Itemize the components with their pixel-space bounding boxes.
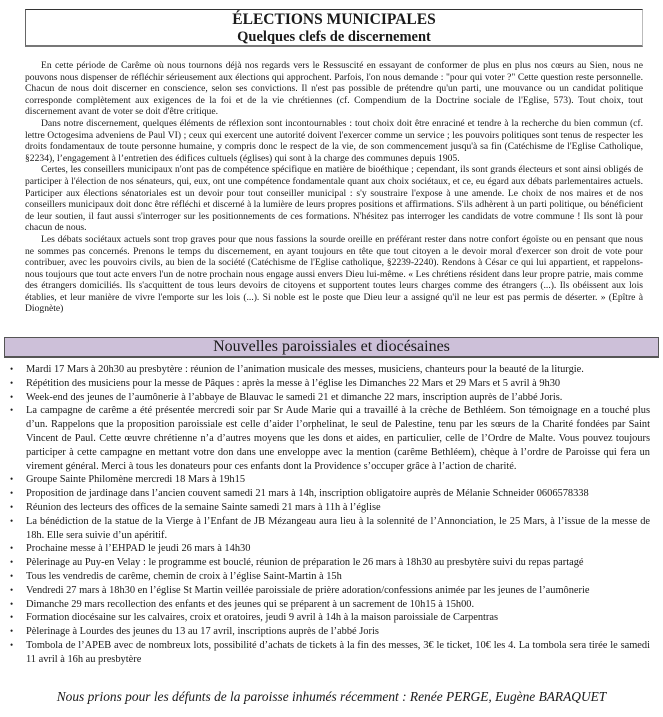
news-item xyxy=(7,487,650,501)
news-item xyxy=(7,473,650,487)
news-item xyxy=(7,542,650,556)
bullet-icon: • xyxy=(10,612,14,623)
news-item-text: La campagne de carême a été présentée mercredi soir par Sr Aude Marie qui a travaillé à la crèche de Bethléem. Son témoignage en a touché plus d’un. Rappelons que la proposition paroissiale est celle d’aider l’orphelinat, le seul de Palestine, tenu par les sœurs de la Charité fondées par Saint Vincent de Paul. Cette œuvre chrétienne n’a d’autres moyens que les dons et aides, en particulier, celle de l’Ordre de Malte. Vous pouvez toujours participer à cette campagne en mettant votre don dans une enveloppe avec la mention (carême Bethléem), chèque à l’ordre de Paroisse qui fera un virement général. Merci à tous les donateurs pour ces enfants dont la Providence s’occuper grâce à l’action de charité. xyxy=(26,405,650,472)
bullet-icon: • xyxy=(10,501,14,512)
news-item-text: Pèlerinage au Puy-en Velay : le programme est bouclé, réunion de préparation le 26 mars à 18h30 au presbytère suivi du repas partagé xyxy=(26,557,584,569)
news-item xyxy=(7,404,650,473)
news-item xyxy=(7,625,650,639)
bullet-icon: • xyxy=(10,364,14,374)
news-item xyxy=(7,570,650,584)
news-item-text: Prochaine messe à l’EHPAD le jeudi 26 mars à 14h30 xyxy=(26,543,251,555)
prayer-intention: Nous prions pour les défunts de la paroisse inhumés récemment : Renée PERGE, Eugène BARAQUET xyxy=(56,689,607,704)
bullet-icon: • xyxy=(10,474,14,485)
bullet-icon: • xyxy=(10,405,14,416)
bullet-icon: • xyxy=(10,515,14,526)
news-item-text: Mardi 17 Mars à 20h30 au presbytère : réunion de l’animation musicale des messes, musiciens, chanteurs pour la beauté de la liturgie. xyxy=(26,364,584,375)
bullet-icon: • xyxy=(10,391,14,402)
bullet-icon: • xyxy=(10,488,14,499)
election-title-box xyxy=(25,9,643,47)
news-item xyxy=(7,584,650,598)
news-item-text: Proposition de jardinage dans l’ancien couvent samedi 21 mars à 14h, inscription obligatoire auprès de Mélanie Schneider 0606578338 xyxy=(26,488,589,500)
news-item xyxy=(7,611,650,625)
news-item xyxy=(7,598,650,612)
news-item xyxy=(7,501,650,515)
news-item-text: Tombola de l’APEB avec de nombreux lots, possibilité d’achats de tickets à la fin des messes, 3€ le ticket, 10€ les 4. La tombola sera tirée le samedi 11 avril à 16h au presbytère xyxy=(26,639,650,665)
news-item xyxy=(7,515,650,543)
news-item-text: Réunion des lecteurs des offices de la semaine Sainte samedi 21 mars à 11h à l’église xyxy=(26,501,381,513)
page-title: ÉLECTIONS MUNICIPALES xyxy=(232,11,436,28)
news-item xyxy=(7,363,650,377)
news-item xyxy=(7,639,650,667)
news-item-text: Week-end des jeunes de l’aumônerie à l’abbaye de Blauvac le samedi 21 et dimanche 22 mars, inscription auprès de l’abbé Joris. xyxy=(26,391,563,403)
news-item xyxy=(7,377,650,391)
page-subtitle: Quelques clefs de discernement xyxy=(237,29,431,45)
article-paragraph: Dans notre discernement, quelques éléments de réflexion sont incontournables : tout choix doit être enraciné et tendre à la recherche du bien commun (cf. lettre Octogesima adveniens de Paul VI) ; ceux qui exercent une autorité doivent l'exercer comme un service ; les pouvoirs politiques sont tenus de respecter les droits fondamentaux de toute personne humaine, y compris donc le respect de la vie, de son commencement jusqu'à sa fin (Catéchisme de l'Eglise Catholique, §2234), l’engagement à l’entretien des édifices cultuels (églises) qui sont à la charge des communes depuis 1905. xyxy=(25,117,643,164)
bullet-icon: • xyxy=(10,557,14,568)
news-item-text: Dimanche 29 mars recollection des enfants et des jeunes qui se préparent à un sacrement de 10h15 à 15h00. xyxy=(26,598,475,610)
news-item-text: La bénédiction de la statue de la Vierge à l’Enfant de JB Mézangeau aura lieu à la solennité de l’Annonciation, le 25 Mars, à l’issue de la messe de 18h. Elle sera suivie d’un apéritif. xyxy=(26,515,650,541)
news-item-text: Formation diocésaine sur les calvaires, croix et oratoires, jeudi 9 avril à 14h à la maison paroissiale de Carpentras xyxy=(26,612,499,624)
news-item-text: Groupe Sainte Philomène mercredi 18 Mars à 19h15 xyxy=(26,474,246,486)
news-item-text: Vendredi 27 mars à 18h30 en l’église St Martin veillée paroissiale de prière adoration/confessions animée par les jeunes de l’aumônerie xyxy=(26,584,590,596)
bullet-icon: • xyxy=(10,598,14,609)
bullet-icon: • xyxy=(10,626,14,637)
article-paragraph: Certes, les conseillers municipaux n'ont pas de compétence spécifique en matière de bioéthique ; cependant, ils sont grands électeurs et sont ainsi obligés de participer à l'élection de nos sénateurs, qui, eux, ont une compétence fondamentale quant aux choix sociétaux, et ce, eu égard aux débats parlementaires actuels. Participer aux élections sénatoriales est un devoir pour tout conseiller municipal : s'y soustraire l'expose à une amende. Le choix de nos maires et de nos conseillers municipaux doit donc être réfléchi et discerné à la lumière de leurs propres positions et affirmations. S'ils adhèrent à un parti politique, ou bénéficient de leur soutien, il faut aussi s'interroger sur les positionnements de ces formations. N'hésitez pas interroger les candidats de votre commune ! Ils sont là pour chacun de nous. xyxy=(25,164,643,234)
article-paragraph: En cette période de Carême où nous tournons déjà nos regards vers le Ressuscité en essayant de conformer de plus en plus nos cœurs au Sien, nous ne pouvons nous dispenser de réfléchir sérieusement aux élections qui approchent. Parfois, l'on nous demande : "pour qui voter ?" Cette question reste personnelle. Chacun de nous doit discerner en conscience, selon ses convictions. Il n'est pas possible de prétendre qu'un parti, une mouvance ou un candidat politique corresponde complètement aux exigences de la foi et de la vie chrétiennes (cf. Compendium de la Doctrine sociale de l'Eglise, 573). Tout choix, tout discernement avant de voter se doit d'être critique. xyxy=(25,60,643,118)
news-section-heading: Nouvelles paroissiales et diocésaines xyxy=(4,337,659,358)
bullet-icon: • xyxy=(10,377,14,388)
news-item xyxy=(7,556,650,570)
bullet-icon: • xyxy=(10,639,14,650)
bullet-icon: • xyxy=(10,584,14,595)
news-list xyxy=(7,363,650,667)
bullet-icon: • xyxy=(10,570,14,581)
news-item xyxy=(7,391,650,405)
bullet-icon: • xyxy=(10,543,14,554)
election-article xyxy=(25,60,643,315)
news-item-text: Pèlerinage à Lourdes des jeunes du 13 au 17 avril, inscriptions auprès de l’abbé Joris xyxy=(26,626,379,638)
news-item-text: Répétition des musiciens pour la messe de Pâques : après la messe à l’église les Dimanches 22 Mars et 29 Mars et 5 avril à 9h30 xyxy=(26,377,561,389)
article-paragraph: Les débats sociétaux actuels sont trop graves pour que nous fassions la sourde oreille en préférant rester dans notre confort égoïste ou en pensant que nous ne sommes pas concernés. Prenons le temps du discernement, en ayant toujours en tête que tout citoyen a le devoir moral d'exercer son droit de vote pour contribuer, avec les pouvoirs civils, au bien de la société (Catéchisme de l'Eglise catholique, §2239-2240). Rendons à César ce qui lui appartient, et rappelons-nous toujours que tout acte envers l'un de notre prochain nous engage aussi envers Dieu lui-même. « Les chrétiens résident dans leur propre patrie, mais comme des étrangers domiciliés. Ils s'acquittent de tous leurs devoirs de citoyens et supportent toutes leurs charges comme des étrangers (...). Ils obéissent aux lois établies, et leur manière de vivre l'emporte sur les lois (...). Si noble est le poste que Dieu leur a assigné qu'il ne leur est pas permis de déserter. » (Epître à Diognète) xyxy=(25,233,643,315)
news-item-text: Tous les vendredis de carême, chemin de croix à l’église Saint-Martin à 15h xyxy=(26,570,342,582)
